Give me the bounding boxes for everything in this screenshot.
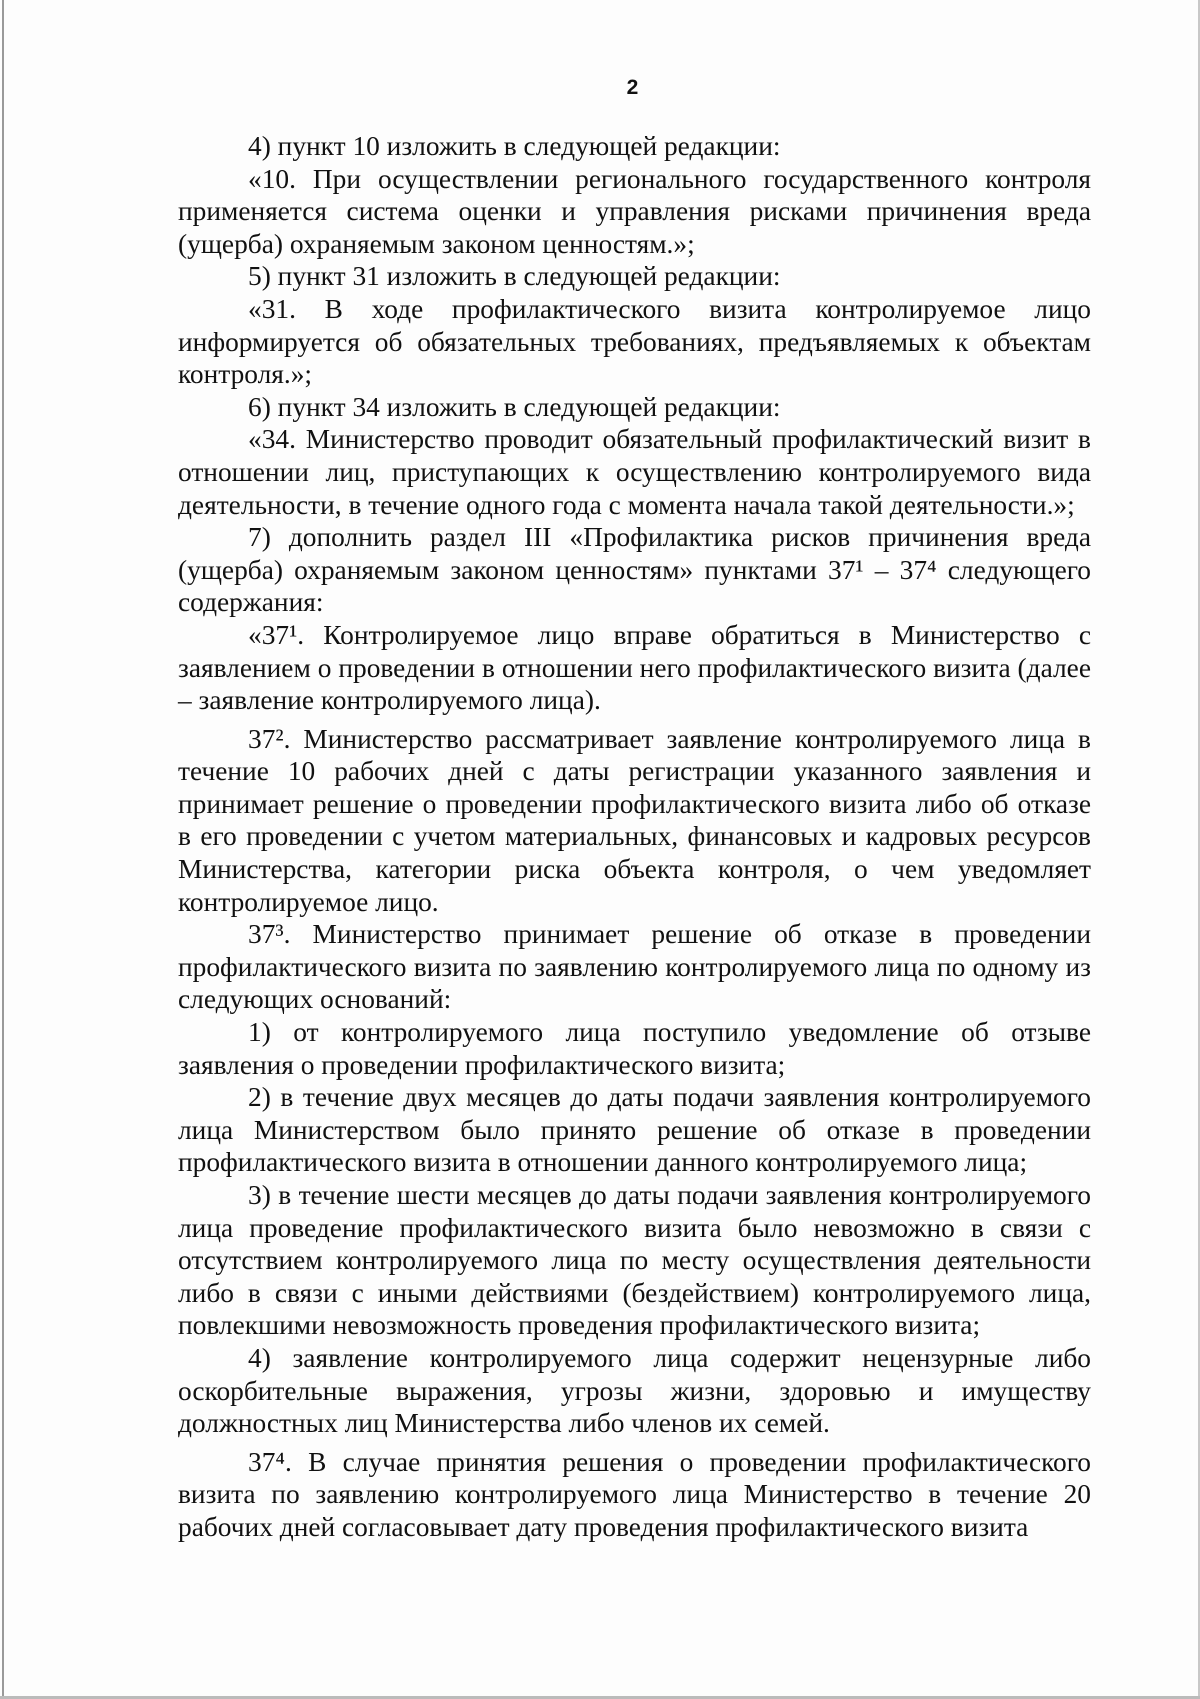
paragraph-point-31: «31. В ходе профилактического визита контролируемое лицо информируется об обязательных требованиях, предъявляемых к объектам контроля.»; xyxy=(178,293,1091,390)
paragraph-item-5: 5) пункт 31 изложить в следующей редакции: xyxy=(248,261,781,292)
paragraph-point-37-3: 37³. Министерство принимает решение об отказе в проведении профилактического визита по заявлению контролируемого лица по одному из следующих оснований: xyxy=(178,919,1091,1015)
paragraph-point-37-1: «37¹. Контролируемое лицо вправе обратиться в Министерство с заявлением о проведении в отношении него профилактического визита (далее – заявление контролируемого лица). xyxy=(178,619,1091,716)
paragraph-point-37-2: 37². Министерство рассматривает заявление контролируемого лица в течение 10 рабочих дней с даты регистрации указанного заявления и принимает решение о проведении профилактического визита либо об отказе в его проведении с учетом материальных, финансовых и кадровых ресурсов Министерства, категории риска объекта контроля, о чем уведомляет контролируемое лицо. xyxy=(178,723,1091,917)
paragraph-point-37-4: 37⁴. В случае принятия решения о проведении профилактического визита по заявлению контролируемого лица Министерство в течение 20 рабочих дней согласовывает дату проведения профилактического визита xyxy=(178,1446,1091,1542)
document-body xyxy=(178,130,1091,1544)
paragraph-item-7: 7) дополнить раздел III «Профилактика рисков причинения вреда (ущерба) охраняемым законом ценностям» пунктами 37¹ – 37⁴ следующего содержания: xyxy=(178,522,1091,618)
paragraph-point-10: «10. При осуществлении регионального государственного контроля применяется система оценки и управления рисками причинения вреда (ущерба) охраняемым законом ценностям.»; xyxy=(178,163,1091,259)
paragraph-point-34: «34. Министерство проводит обязательный профилактический визит в отношении лиц, приступающих к осуществлению контролируемого вида деятельности, в течение одного года с момента начала такой деятельности.»; xyxy=(178,424,1091,520)
scan-left-edge xyxy=(2,0,4,1699)
paragraph-item-4: 4) пункт 10 изложить в следующей редакции: xyxy=(248,131,781,161)
paragraph-ground-4: 4) заявление контролируемого лица содержит нецензурные либо оскорбительные выражения, угрозы жизни, здоровью и имуществу должностных лиц Министерства либо членов их семей. xyxy=(178,1342,1091,1439)
paragraph-ground-1: 1) от контролируемого лица поступило уведомление об отзыве заявления о проведении профилактического визита; xyxy=(178,1017,1091,1080)
paragraph-ground-2: 2) в течение двух месяцев до даты подачи заявления контролируемого лица Министерством было принято решение об отказе в проведении профилактического визита в отношении данного контролируемого лица; xyxy=(178,1082,1091,1178)
paragraph-item-6: 6) пункт 34 изложить в следующей редакции: xyxy=(248,391,781,422)
paragraph-ground-3: 3) в течение шести месяцев до даты подачи заявления контролируемого лица проведение профилактического визита было невозможно в связи с отсутствием контролируемого лица по месту осуществления деятельности либо в связи с иными действиями (бездействием) контролируемого лица, повлекшими невозможность проведения профилактического визита; xyxy=(178,1180,1091,1341)
page-number: 2 xyxy=(626,76,639,99)
